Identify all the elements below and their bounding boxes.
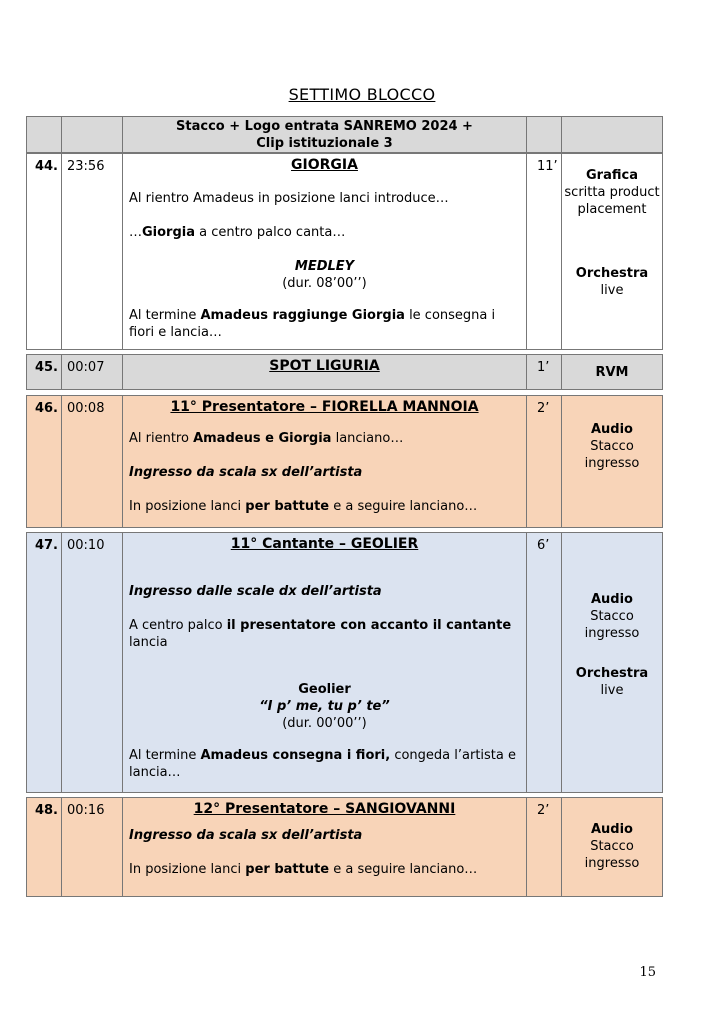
block-heading: SETTIMO BLOCCO [288,85,436,104]
paragraph: Ingresso dalle scale dx dell’artista [129,584,382,599]
song-duration: (dur. 00’00’’) [282,716,367,731]
row-time: 00:16 [62,798,123,897]
header-line-2: Clip istituzionale 3 [256,136,393,151]
header-line-1: Stacco + Logo entrata SANREMO 2024 + [176,119,473,134]
row-time: 00:10 [62,533,123,793]
paragraph: A centro palco il presentatore con accanto il cantante lancia [129,618,512,650]
row-side-notes [562,798,663,897]
paragraph: Al termine Amadeus raggiunge Giorgia le consegna i fiori e lancia… [129,308,496,340]
side-title: Grafica [586,168,638,183]
header-cell-time [62,117,123,153]
row-title: 11° Presentatore – FIORELLA MANNOIA [170,399,479,415]
side-title: Audio [590,422,633,437]
paragraph: Ingresso da scala sx dell’artista [129,828,363,843]
row-47 [26,532,663,793]
row-number: 45. [27,355,62,390]
row-number: 47. [27,533,62,793]
row-side-notes [562,154,663,350]
side-title: RVM [595,364,629,380]
medley-label: MEDLEY [294,259,355,274]
row-title: SPOT LIGURIA [269,358,380,374]
side-text: live [600,683,624,698]
row-44 [26,153,663,350]
row-duration: 6’ [527,533,562,793]
row-content [123,798,527,897]
page-number: 15 [639,965,656,980]
row-title: GIORGIA [291,157,358,173]
row-side-notes [562,533,663,793]
side-title: Audio [590,592,633,607]
header-cell-title [123,117,527,153]
side-text: scritta product placement [564,185,660,217]
row-number: 44. [27,154,62,350]
side-text: Stacco ingresso [584,439,640,471]
side-text: Stacco ingresso [584,609,640,641]
row-content [123,355,527,390]
paragraph: Al rientro Amadeus in posizione lanci introduce… [129,191,449,206]
row-48 [26,797,663,897]
paragraph: …Giorgia a centro palco canta… [129,225,346,240]
row-content [123,154,527,350]
row-side-notes [562,355,663,390]
side-title: Audio [590,822,633,837]
paragraph: Al rientro Amadeus e Giorgia lanciano… [129,431,404,446]
medley-duration: (dur. 08’00’’) [282,276,367,291]
header-cell-dur [527,117,562,153]
side-title: Orchestra [575,266,649,281]
row-title: 12° Presentatore – SANGIOVANNI [193,801,456,817]
row-46 [26,395,663,528]
row-number: 46. [27,396,62,528]
paragraph: Al termine Amadeus consegna i fiori, congeda l’artista e lancia… [129,748,516,780]
row-45 [26,354,663,390]
row-time: 00:08 [62,396,123,528]
artist-name: Geolier [298,682,351,697]
side-text: live [600,283,624,298]
header-cell-side [562,117,663,153]
row-title: 11° Cantante – GEOLIER [230,536,419,552]
row-content [123,396,527,528]
row-side-notes [562,396,663,528]
paragraph: Ingresso da scala sx dell’artista [129,465,363,480]
song-title: “I p’ me, tu p’ te” [259,699,390,714]
header-table [26,116,663,153]
row-duration: 1’ [527,355,562,390]
row-content [123,533,527,793]
row-duration: 2’ [527,798,562,897]
paragraph: In posizione lanci per battute e a seguire lanciano… [129,499,478,514]
row-number: 48. [27,798,62,897]
row-duration: 11’ [527,154,562,350]
row-time: 23:56 [62,154,123,350]
row-time: 00:07 [62,355,123,390]
side-title: Orchestra [575,666,649,681]
header-cell-num [27,117,62,153]
row-duration: 2’ [527,396,562,528]
side-text: Stacco ingresso [584,839,640,871]
paragraph: In posizione lanci per battute e a seguire lanciano… [129,862,478,877]
